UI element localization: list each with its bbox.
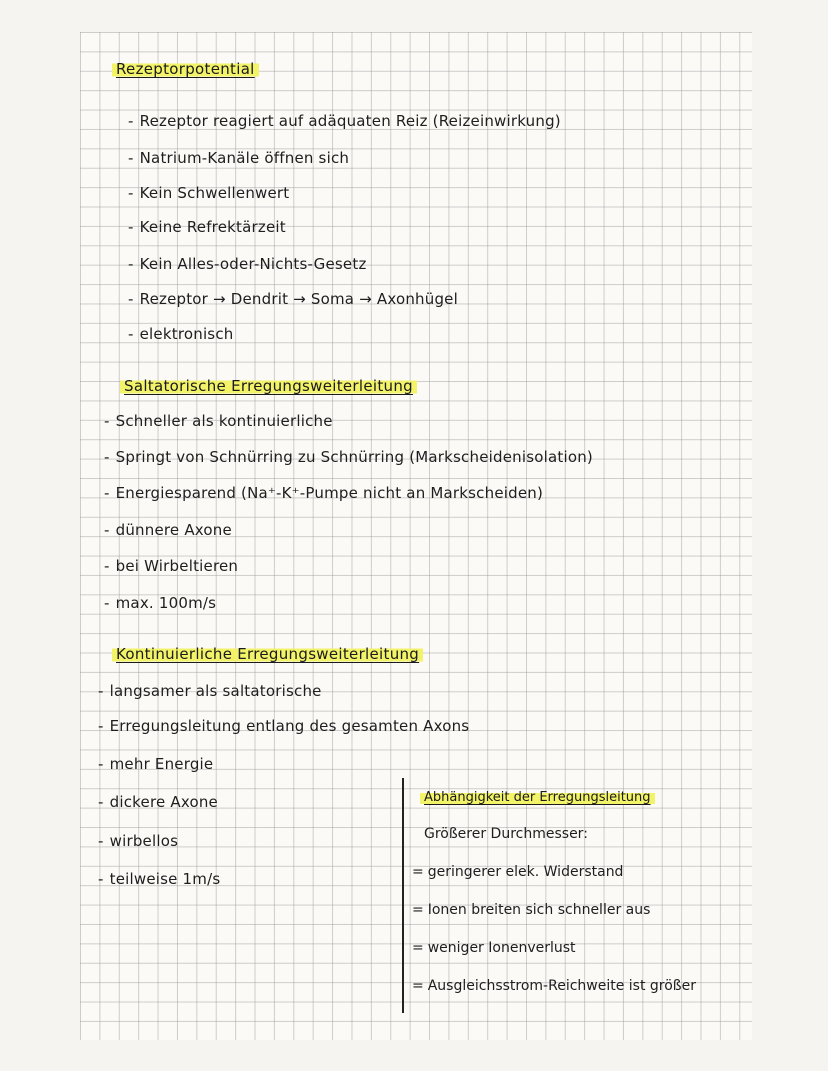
- section2-item: - Energiesparend (Na⁺-K⁺-Pumpe nicht an Markscheiden): [104, 484, 544, 502]
- section3-item: - langsamer als saltatorische: [98, 682, 322, 700]
- sidebox-heading: Abhängigkeit der Erregungsleitung: [420, 790, 655, 805]
- section1-heading: Rezeptorpotential: [112, 60, 259, 78]
- section3-item: - wirbellos: [98, 832, 179, 850]
- section3-heading: Kontinuierliche Erregungsweiterleitung: [112, 645, 423, 663]
- section1-item: - Rezeptor → Dendrit → Soma → Axonhügel: [128, 290, 458, 308]
- sidebox-subheading: Größerer Durchmesser:: [424, 826, 588, 842]
- section1-item: - elektronisch: [128, 325, 234, 343]
- section2-item: - bei Wirbeltieren: [104, 557, 239, 575]
- page-margin-bottom: [0, 1040, 828, 1071]
- sidebox-item: = Ionen breiten sich schneller aus: [412, 902, 651, 918]
- sidebox-divider: [402, 778, 404, 1013]
- section3-item: - dickere Axone: [98, 793, 218, 811]
- section2-item: - dünnere Axone: [104, 521, 232, 539]
- page-margin-right: [752, 0, 828, 1071]
- section3-item: - mehr Energie: [98, 755, 214, 773]
- section2-heading: Saltatorische Erregungsweiterleitung: [120, 377, 417, 395]
- page-margin-top: [0, 0, 828, 32]
- section1-item: - Natrium-Kanäle öffnen sich: [128, 149, 350, 167]
- section1-item: - Kein Alles-oder-Nichts-Gesetz: [128, 255, 367, 273]
- section3-item: - teilweise 1m/s: [98, 870, 221, 888]
- sidebox-item: = weniger Ionenverlust: [412, 940, 576, 956]
- section1-item: - Keine Refrektärzeit: [128, 218, 286, 236]
- sidebox-item: = geringerer elek. Widerstand: [412, 864, 624, 880]
- page-margin-left: [0, 0, 80, 1071]
- section1-item: - Kein Schwellenwert: [128, 184, 290, 202]
- section2-item: - Springt von Schnürring zu Schnürring (Markscheidenisolation): [104, 448, 593, 466]
- section3-item: - Erregungsleitung entlang des gesamten Axons: [98, 717, 470, 735]
- section2-item: - Schneller als kontinuierliche: [104, 412, 333, 430]
- section1-item: - Rezeptor reagiert auf adäquaten Reiz (Reizeinwirkung): [128, 112, 561, 130]
- section2-item: - max. 100m/s: [104, 594, 217, 612]
- sidebox-item: = Ausgleichsstrom-Reichweite ist größer: [412, 978, 696, 994]
